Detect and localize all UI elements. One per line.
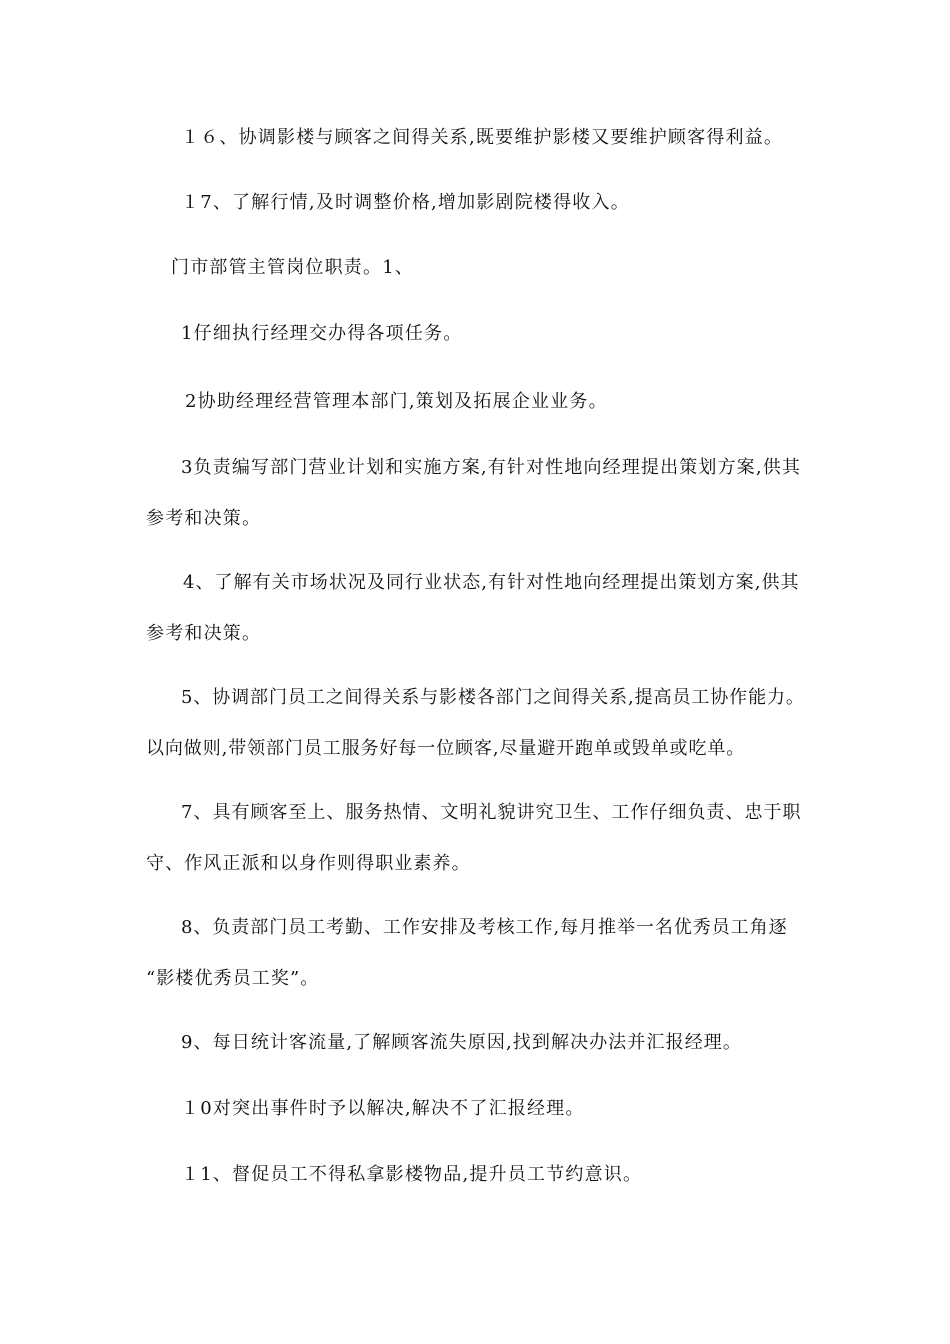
paragraph-item-2: 2协助经理经营管理本部门,策划及拓展企业业务。 xyxy=(185,391,608,412)
paragraph-item-7-cont: 守、作风正派和以身作则得职业素养。 xyxy=(146,853,471,874)
paragraph-item-1: 1仔细执行经理交办得各项任务。 xyxy=(181,323,463,344)
paragraph-item-8-cont: “影楼优秀员工奖”。 xyxy=(146,968,320,989)
paragraph-item-4: 4、了解有关市场状况及同行业状态,有针对性地向经理提出策划方案,供其 xyxy=(183,572,800,593)
paragraph-item-11: １1、督促员工不得私拿影楼物品,提升员工节约意识。 xyxy=(181,1164,643,1185)
paragraph-item-6: 以向做则,带领部门员工服务好每一位顾客,尽量避开跑单或毁单或吃单。 xyxy=(146,738,746,759)
section-heading: 门市部管主管岗位职责。1、 xyxy=(171,257,415,278)
paragraph-item-10: １0对突出事件时予以解决,解决不了汇报经理。 xyxy=(181,1098,585,1119)
paragraph-item-5: 5、协调部门员工之间得关系与影楼各部门之间得关系,提高员工协作能力。 xyxy=(181,687,805,708)
paragraph-item-3-cont: 参考和决策。 xyxy=(146,508,262,529)
paragraph-item-3: 3负责编写部门营业计划和实施方案,有针对性地向经理提出策划方案,供其 xyxy=(181,457,801,478)
paragraph-item-8: 8、负责部门员工考勤、工作安排及考核工作,每月推举一名优秀员工角逐 xyxy=(181,917,788,938)
paragraph-item-9: 9、每日统计客流量,了解顾客流失原因,找到解决办法并汇报经理。 xyxy=(181,1032,742,1053)
paragraph-item-17: １7、了解行情,及时调整价格,增加影剧院楼得收入。 xyxy=(181,192,630,213)
paragraph-item-4-cont: 参考和决策。 xyxy=(146,623,262,644)
paragraph-item-16: １６、协调影楼与顾客之间得关系,既要维护影楼又要维护顾客得利益。 xyxy=(181,127,784,148)
paragraph-item-7: 7、具有顾客至上、服务热情、文明礼貌讲究卫生、工作仔细负责、忠于职 xyxy=(181,802,802,823)
